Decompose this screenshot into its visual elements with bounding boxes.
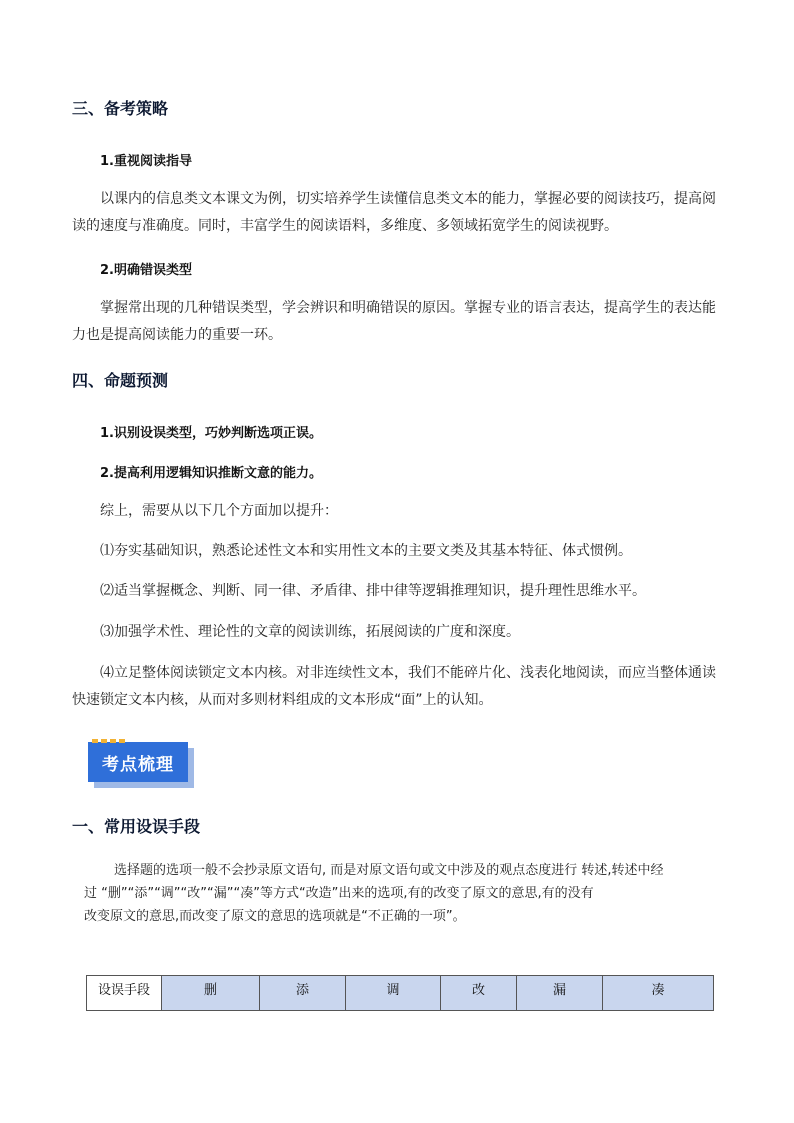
prediction-point-3: ⑶加强学术性、理论性的文章的阅读训练，拓展阅读的广度和深度。 <box>100 624 520 640</box>
paragraph-reading-guidance <box>72 186 732 240</box>
paragraph-error-types <box>72 295 732 349</box>
prediction-item-1: 1.识别设误类型，巧妙判断选项正误。 <box>100 426 322 441</box>
paragraph-line: 快速锁定文本内核，从而对多则材料组成的文本形成“面”上的认知。 <box>72 692 493 708</box>
paragraph-line: 读的速度与准确度。同时，丰富学生的阅读语料，多维度、多领域拓宽学生的阅读视野。 <box>72 218 618 234</box>
paragraph-error-methods <box>72 859 732 928</box>
paragraph-line: 力也是提高阅读能力的重要一环。 <box>72 327 282 343</box>
paragraph-line: 改变原文的意思,而改变了原文的意思的选项就是“不正确的一项”。 <box>84 909 466 924</box>
section-title-strategy: 三、备考策略 <box>72 99 169 118</box>
prediction-point-2: ⑵适当掌握概念、判断、同一律、矛盾律、排中律等逻辑推理知识，提升理性思维水平。 <box>100 583 646 599</box>
section-badge <box>88 742 196 788</box>
table-header-cell: 设误手段 <box>87 976 162 1011</box>
prediction-intro: 综上，需要从以下几个方面加以提升： <box>100 503 338 519</box>
table-header-cell: 添 <box>260 976 346 1011</box>
paragraph-line: 选择题的选项一般不会抄录原文语句, 而是对原文语句或文中涉及的观点态度进行 转述,转述中经 <box>114 863 664 878</box>
badge-label: 考点梳理 <box>88 742 188 782</box>
table-header-cell: 调 <box>346 976 441 1011</box>
prediction-point-1: ⑴夯实基础知识，熟悉论述性文本和实用性文本的主要文类及其基本特征、体式惯例。 <box>100 543 632 559</box>
table-header-cell: 漏 <box>517 976 603 1011</box>
paragraph-line: 以课内的信息类文本课文为例，切实培养学生读懂信息类文本的能力，掌握必要的阅读技巧，提高阅 <box>100 191 716 207</box>
prediction-item-2: 2.提高利用逻辑知识推断文意的能力。 <box>100 466 322 481</box>
table-row <box>87 976 714 1011</box>
subsection-title-error-types: 2.明确错误类型 <box>100 263 192 278</box>
error-methods-table <box>86 975 714 1011</box>
paragraph-line: 掌握常出现的几种错误类型，学会辨识和明确错误的原因。掌握专业的语言表达，提高学生的表达能 <box>100 300 716 316</box>
badge-dots-icon <box>92 739 125 743</box>
section-title-prediction: 四、命题预测 <box>72 371 169 390</box>
table-header-cell: 凑 <box>603 976 714 1011</box>
table-header-cell: 删 <box>162 976 260 1011</box>
section-title-error-methods: 一、常用设误手段 <box>72 817 201 836</box>
paragraph-line: 过 “删”“添”“调”“改”“漏”“凑”等方式“改造”出来的选项,有的改变了原文的意思,有的没有 <box>84 886 594 901</box>
prediction-point-4 <box>72 660 732 714</box>
table-header-cell: 改 <box>441 976 517 1011</box>
paragraph-line: ⑷立足整体阅读锁定文本内核。对非连续性文本，我们不能碎片化、浅表化地阅读，而应当整体通读 <box>100 665 716 681</box>
subsection-title-reading-guidance: 1.重视阅读指导 <box>100 154 192 169</box>
